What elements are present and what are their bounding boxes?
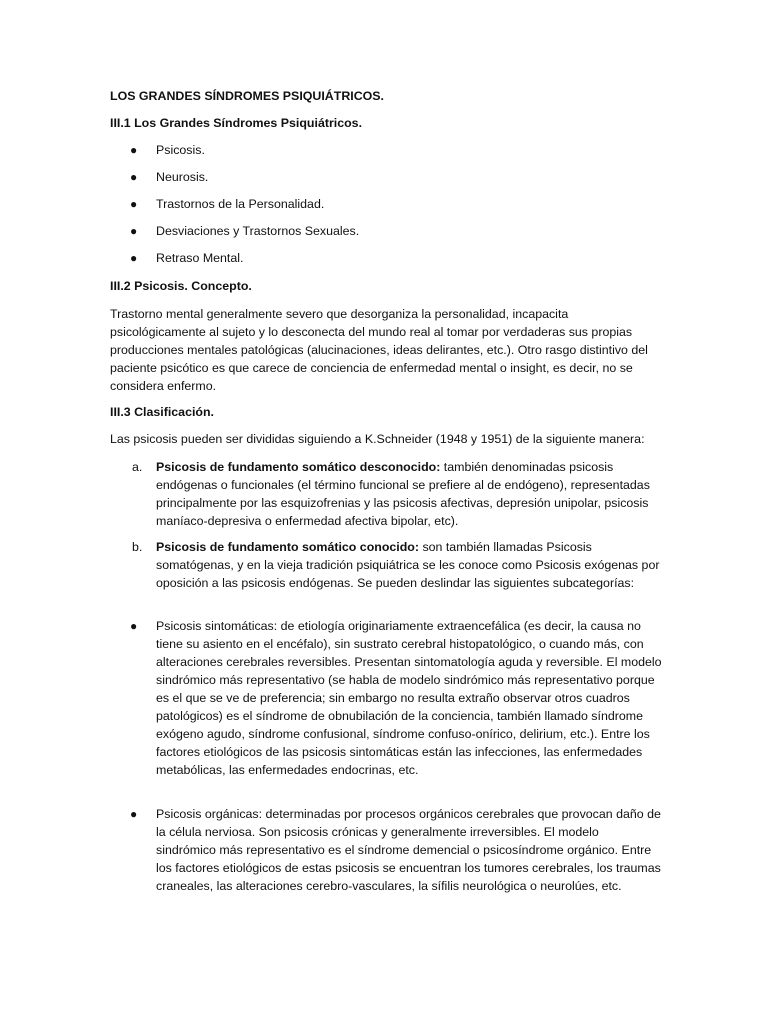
list-item-text: Neurosis.	[156, 170, 209, 184]
concept-paragraph: Trastorno mental generalmente severo que desorganiza la personalidad, incapacita psicológicamente al sujeto y lo desconecta del mundo real al tomar por verdaderas sus propias producciones mentales patológicas (alucinaciones, ideas delirantes, etc.). Otro rasgo distintivo del paciente psicótico es que carece de conciencia de enfermedad mental o insight, es decir, no se considera enfermo.	[110, 307, 648, 393]
item-text: son también llamadas Psicosis somatógenas, y en la vieja tradición psiquiátrica se les conoce como Psicosis exógenas por oposición a las psicosis endógenas. Se pueden deslindar las siguientes subcategorías:	[156, 540, 660, 590]
document-title: LOS GRANDES SÍNDROMES PSIQUIÁTRICOS.	[110, 89, 384, 103]
list-item	[110, 222, 662, 249]
syndrome-list	[110, 141, 662, 276]
list-item-text: Psicosis.	[156, 143, 205, 157]
list-item-text: Desviaciones y Trastornos Sexuales.	[156, 224, 360, 238]
list-item-a	[110, 458, 662, 530]
subcategory-text: Psicosis orgánicas: determinadas por procesos orgánicos cerebrales que provocan daño de la célula nerviosa. Son psicosis crónicas y generalmente irreversibles. El modelo sindrómico más representativo es el síndrome demencial o psicosíndrome orgánico. Entre los factores etiológicos de estas psicosis se encuentran los tumores cerebrales, los traumas craneales, las alteraciones cerebro-vasculares, la sífilis neurológica o neurolúes, etc.	[156, 807, 661, 893]
item-content	[156, 458, 662, 530]
list-item-b	[110, 538, 662, 592]
classification-intro: Las psicosis pueden ser divididas siguiendo a K.Schneider (1948 y 1951) de la siguiente manera:	[110, 432, 645, 446]
section-heading-1: III.1 Los Grandes Síndromes Psiquiátricos.	[110, 116, 363, 130]
item-content	[156, 538, 662, 592]
subcategory-sintomaticas	[110, 617, 662, 779]
bullet-icon: ●	[130, 224, 138, 238]
list-item	[110, 141, 662, 168]
item-lead: Psicosis de fundamento somático conocido:	[156, 540, 419, 554]
item-text: también denominadas psicosis endógenas o funcionales (el término funcional se prefiere al de endógeno), representadas principalmente por las esquizofrenias y las psicosis afectivas, depresión unipolar, psicosis maníaco-depresiva o enfermedad afectiva bipolar, etc).	[156, 460, 650, 528]
subcategory-text: Psicosis sintomáticas: de etiología originariamente extraencefálica (es decir, la causa no tiene su asiento en el encéfalo), sin sustrato cerebral histopatológico, o cuando más, con alteraciones cerebrales reversibles. Presentan sintomatología aguda y reversible. El modelo sindrómico más representativo (se habla de modelo sindrómico más representativo porque es el que se ve de preferencia; sin embargo no resulta extraño observar otros cuadros patológicos) es el síndrome de obnubilación de la conciencia, también llamado síndrome exógeno agudo, síndrome confusional, síndrome confuso-onírico, delirium, etc.). Entre los factores etiológicos de las psicosis sintomáticas están las infecciones, las enfermedades metabólicas, las enfermedades endocrinas, etc.	[156, 619, 662, 777]
item-marker: a.	[132, 460, 143, 474]
list-item	[110, 249, 662, 276]
bullet-icon: ●	[130, 170, 138, 184]
list-item	[110, 195, 662, 222]
list-item-text: Trastornos de la Personalidad.	[156, 197, 325, 211]
bullet-icon: ●	[130, 807, 138, 821]
bullet-icon: ●	[130, 251, 138, 265]
section-heading-3: III.3 Clasificación.	[110, 405, 214, 419]
list-item-text: Retraso Mental.	[156, 251, 244, 265]
bullet-icon: ●	[130, 197, 138, 211]
section-heading-2: III.2 Psicosis. Concepto.	[110, 279, 252, 293]
bullet-icon: ●	[130, 143, 138, 157]
list-item	[110, 168, 662, 195]
item-lead: Psicosis de fundamento somático desconocido:	[156, 460, 441, 474]
subcategory-organicas	[110, 805, 662, 895]
item-marker: b.	[132, 540, 143, 554]
bullet-icon: ●	[130, 619, 138, 633]
